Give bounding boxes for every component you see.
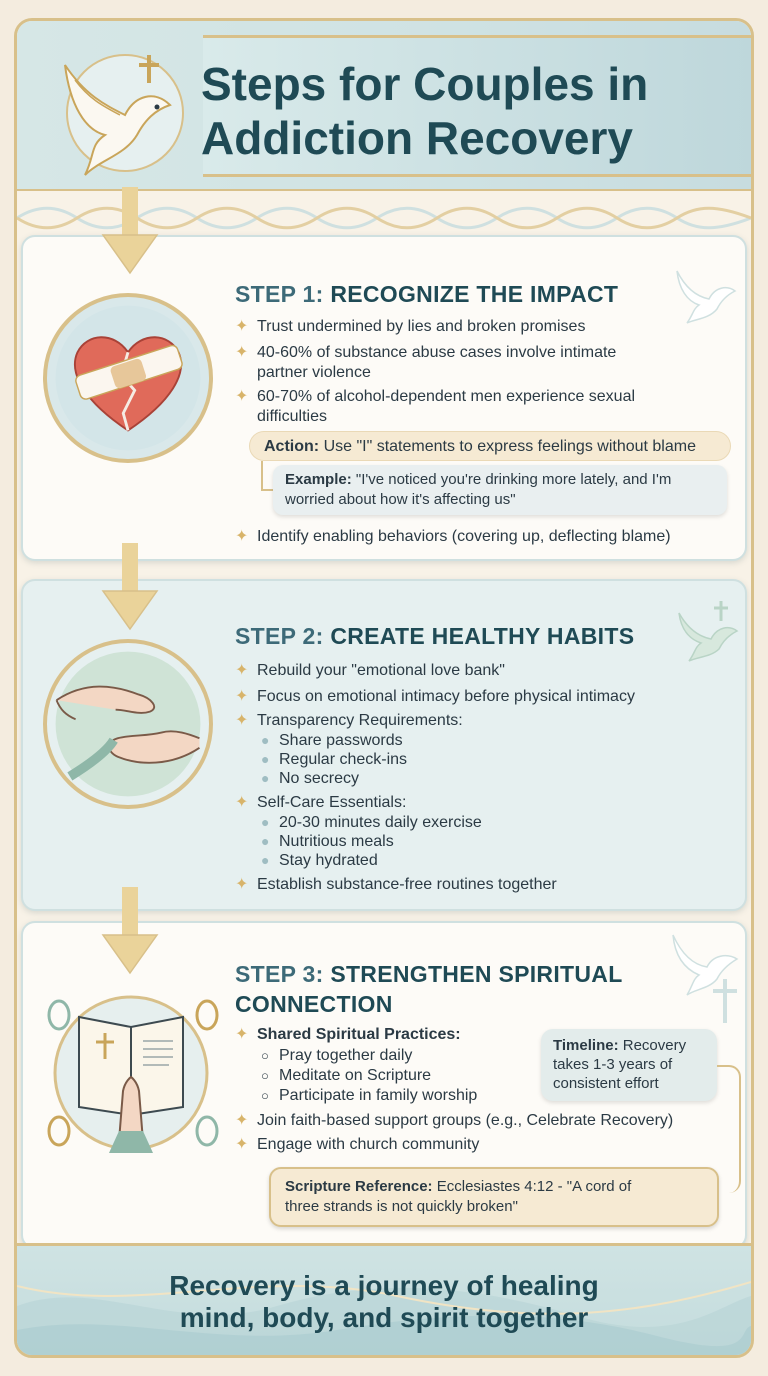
footer-banner xyxy=(17,1243,751,1355)
transparency-item: ● No secrecy xyxy=(261,770,360,787)
step-2-bullet: ✦ Self-Care Essentials: xyxy=(235,794,407,811)
star-bullet-icon: ✦ xyxy=(235,688,249,705)
infographic-frame xyxy=(14,18,754,1358)
arrow-down-icon xyxy=(95,543,165,633)
star-bullet-icon: ✦ xyxy=(235,1026,249,1043)
arrow-down-icon xyxy=(95,887,165,977)
step-2-bullet: ✦ Transparency Requirements: xyxy=(235,712,463,729)
star-bullet-icon: ✦ xyxy=(235,712,249,729)
step-2-bullet: ✦ Rebuild your "emotional love bank" xyxy=(235,662,505,679)
scripture-callout: Scripture Reference: Ecclesiastes 4:12 - "A cord of three strands is not quickly broken" xyxy=(269,1167,719,1227)
title-line-1: Steps for Couples in xyxy=(201,58,649,110)
star-bullet-icon: ✦ xyxy=(235,318,249,335)
dove-with-cross-icon xyxy=(665,927,751,1027)
action-text: Use "I" statements to express feelings without blame xyxy=(323,438,696,455)
selfcare-item: ● 20-30 minutes daily exercise xyxy=(261,814,482,831)
dove-with-cross-icon xyxy=(45,35,195,185)
scripture-label: Scripture Reference: xyxy=(285,1178,433,1195)
dove-with-cross-icon xyxy=(673,595,743,665)
title-line-2: Addiction Recovery xyxy=(201,112,633,164)
page-title xyxy=(201,57,741,165)
example-label: Example: xyxy=(285,471,352,488)
star-bullet-icon: ✦ xyxy=(235,794,249,811)
step-3-name-line-2: CONNECTION xyxy=(235,991,393,1017)
star-bullet-icon: ✦ xyxy=(235,662,249,679)
example-line-2: worried about how it's affecting us" xyxy=(285,491,516,508)
step-1-title xyxy=(235,279,618,309)
step-2-name: CREATE HEALTHY HABITS xyxy=(330,623,635,649)
holding-hands-icon xyxy=(43,639,213,809)
selfcare-item: ● Stay hydrated xyxy=(261,852,378,869)
footer-line-1: Recovery is a journey of healing xyxy=(169,1270,599,1301)
footer-tagline xyxy=(17,1270,751,1334)
example-line-1: "I've noticed you're drinking more lately, and I'm xyxy=(355,471,672,488)
star-bullet-icon: ✦ xyxy=(235,388,249,405)
star-bullet-icon: ✦ xyxy=(235,344,249,361)
practice-item: ○ Meditate on Scripture xyxy=(261,1067,432,1084)
transparency-item: ● Regular check-ins xyxy=(261,751,408,768)
step-3-label: STEP 3: xyxy=(235,961,324,987)
footer-line-2: mind, body, and spirit together xyxy=(179,1302,589,1333)
callout-connector xyxy=(717,1065,741,1193)
step-2-bullet: ✦ Establish substance-free routines together xyxy=(235,876,557,893)
step-1-bullet: ✦ 40-60% of substance abuse cases involve intimate partner violence xyxy=(235,344,617,381)
transparency-item: ● Share passwords xyxy=(261,732,403,749)
step-2-title xyxy=(235,621,634,651)
star-bullet-icon: ✦ xyxy=(235,1112,249,1129)
selfcare-item: ● Nutritious meals xyxy=(261,833,394,850)
step-2-bullet: ✦ Focus on emotional intimacy before physical intimacy xyxy=(235,688,635,705)
step-3-name-line-1: STRENGTHEN SPIRITUAL xyxy=(330,961,623,987)
step-1-name: RECOGNIZE THE IMPACT xyxy=(330,281,619,307)
practice-item: ○ Pray together daily xyxy=(261,1047,413,1064)
step-1-bullet: ✦ 60-70% of alcohol-dependent men experience sexual difficulties xyxy=(235,388,636,425)
star-bullet-icon: ✦ xyxy=(235,876,249,893)
star-bullet-icon: ✦ xyxy=(235,528,249,545)
step-3-title xyxy=(235,959,623,1019)
step-1-bullet: ✦ Trust undermined by lies and broken promises xyxy=(235,318,586,335)
step-3-bullet: ✦ Shared Spiritual Practices: xyxy=(235,1026,461,1043)
action-callout xyxy=(249,431,731,461)
step-3-bullet: ✦ Engage with church community xyxy=(235,1136,480,1153)
star-bullet-icon: ✦ xyxy=(235,1136,249,1153)
step-1-bullet: ✦ Identify enabling behaviors (covering up, deflecting blame) xyxy=(235,528,671,545)
dove-icon xyxy=(671,257,741,327)
timeline-label: Timeline: xyxy=(553,1037,619,1054)
timeline-callout: Timeline: Recovery takes 1-3 years of consistent effort xyxy=(541,1029,717,1101)
action-label: Action: xyxy=(264,438,320,455)
step-3-bullet: ✦ Join faith-based support groups (e.g., Celebrate Recovery) xyxy=(235,1112,674,1129)
practice-item: ○ Participate in family worship xyxy=(261,1087,478,1104)
bible-praying-hands-icon xyxy=(39,981,223,1165)
bandaged-broken-heart-icon xyxy=(43,293,213,463)
header-banner xyxy=(17,21,751,191)
step-2-label: STEP 2: xyxy=(235,623,324,649)
example-callout xyxy=(273,465,727,515)
step-1-label: STEP 1: xyxy=(235,281,324,307)
arrow-down-icon xyxy=(95,187,165,277)
